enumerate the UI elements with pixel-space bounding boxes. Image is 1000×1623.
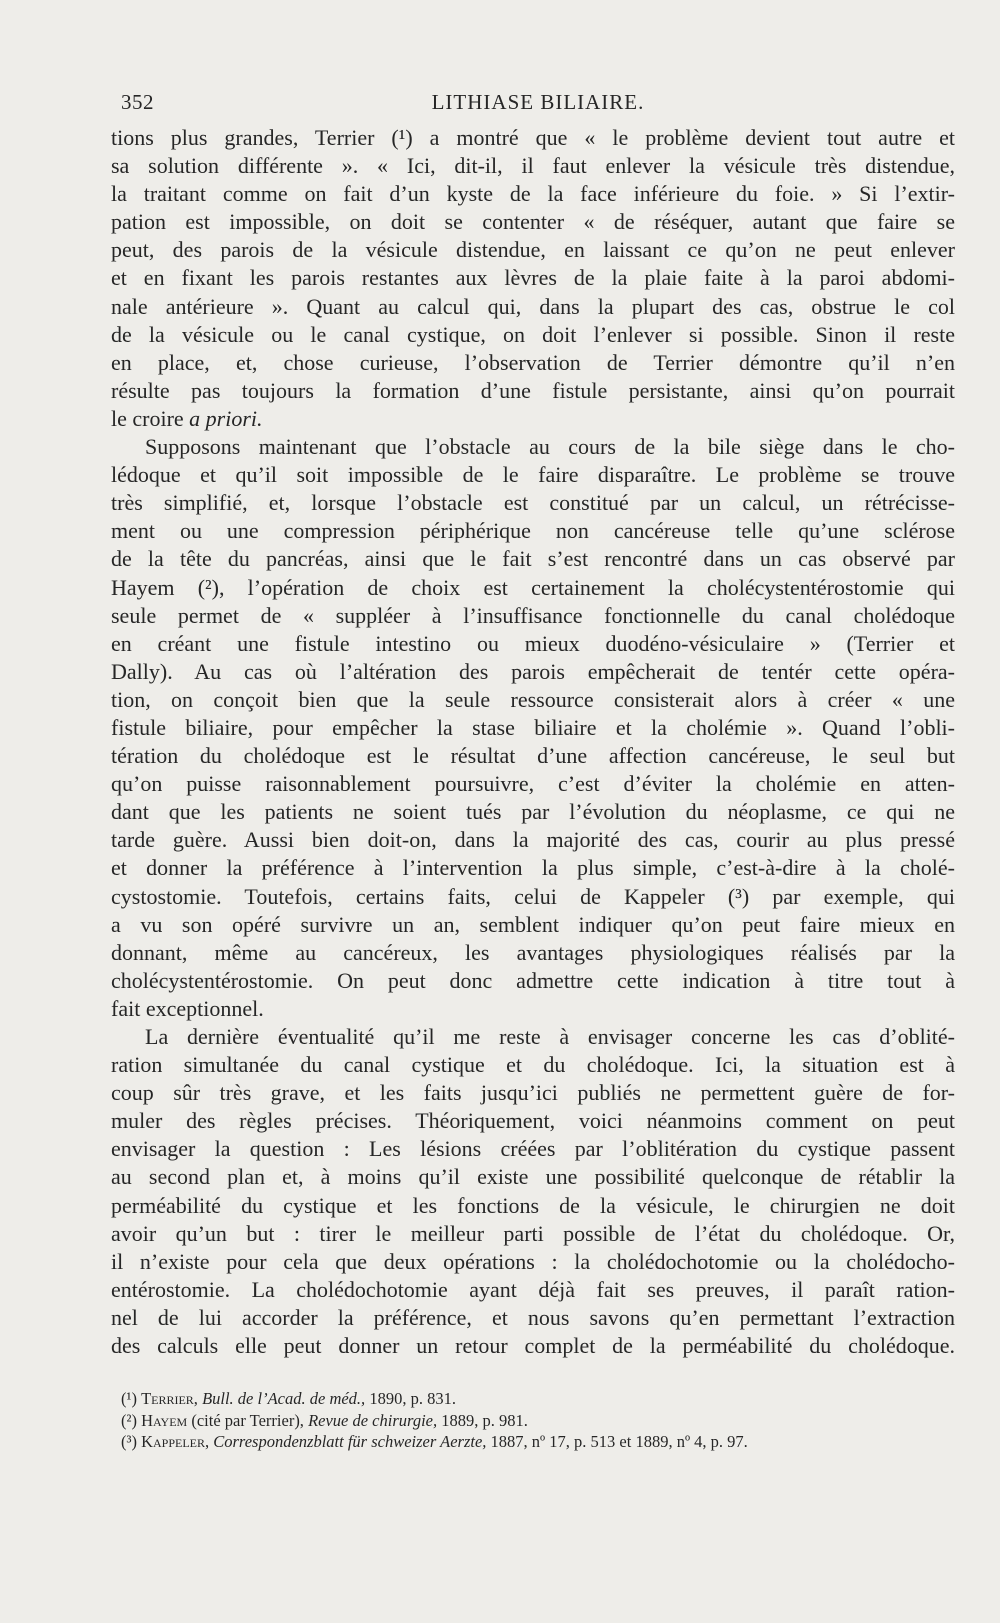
running-title: LITHIASE BILIAIRE. bbox=[431, 90, 645, 114]
text-line: seule permet de « suppléer à l’insuffisance fonctionnelle du canal cholédoque bbox=[111, 602, 955, 628]
text-line: au second plan et, à moins qu’il existe une possibilité quelconque de rétablir la bbox=[111, 1164, 955, 1190]
footnote-mark: (³) bbox=[121, 1432, 137, 1451]
text-line: très simplifié, et, lorsque l’obstacle est constitué par un calcul, un rétrécisse- bbox=[111, 490, 955, 516]
footnote-title: Correspondenzblatt für schweizer Aerzte, bbox=[213, 1432, 487, 1451]
text-line: en créant une fistule intestino ou mieux duodéno-vésiculaire » (Terrier et bbox=[111, 630, 955, 656]
text-line: en place, et, chose curieuse, l’observation de Terrier démontre qu’il n’en bbox=[111, 349, 955, 375]
footnote-author: Kappeler, bbox=[141, 1432, 210, 1451]
text-line: coup sûr très grave, et les faits jusqu’ici publiés ne permettent guère de for- bbox=[111, 1080, 955, 1106]
text-line: cholécystentérostomie. On peut donc admettre cette indication à titre tout à bbox=[111, 967, 955, 993]
text-line: peut, des parois de la vésicule distendue, en laissant ce qu’on ne peut enlever bbox=[111, 237, 955, 263]
paragraph-start-line: Supposons maintenant que l’obstacle au cours de la bile siège dans le cho- bbox=[145, 434, 955, 460]
text-line: et en fixant les parois restantes aux lèvres de la plaie faite à la paroi abdomi- bbox=[111, 265, 955, 291]
italic-phrase: a priori. bbox=[189, 405, 263, 431]
footnote-1 bbox=[121, 1388, 955, 1410]
text-line: résulte pas toujours la formation d’une fistule persistante, ainsi qu’on pourrait bbox=[111, 377, 955, 403]
page-header bbox=[121, 90, 955, 120]
text-line: cystostomie. Toutefois, certains faits, celui de Kappeler (³) par exemple, qui bbox=[111, 883, 955, 909]
text-line: donnant, même au cancéreux, les avantages physiologiques réalisés par la bbox=[111, 939, 955, 965]
text-line: sa solution différente ». « Ici, dit-il, il faut enlever la vésicule très distendue, bbox=[111, 153, 955, 179]
text-line: a vu son opéré survivre un an, semblent indiquer qu’on peut faire mieux en bbox=[111, 911, 955, 937]
text-line-with-italic bbox=[111, 405, 955, 433]
footnote-note: (cité par Terrier), bbox=[191, 1410, 304, 1430]
text-line: tions plus grandes, Terrier (¹) a montré que « le problème devient tout autre et bbox=[111, 125, 955, 150]
footnote-details: 1890, p. 831. bbox=[369, 1389, 456, 1408]
text-line: Hayem (²), l’opération de choix est certainement la cholécystentérostomie qui bbox=[111, 574, 955, 600]
footnote-author: Terrier, bbox=[141, 1389, 198, 1408]
text-line: des calculs elle peut donner un retour complet de la perméabilité du cholédoque. bbox=[111, 1333, 955, 1359]
footnote-details: 1887, nº 17, p. 513 et 1889, nº 4, p. 97. bbox=[490, 1432, 748, 1451]
text-line: pation est impossible, on doit se contenter « de réséquer, autant que faire se bbox=[111, 209, 955, 235]
text-line: qu’on puisse raisonnablement poursuivre, c’est d’éviter la cholémie en atten- bbox=[111, 771, 955, 797]
text-line: fistule biliaire, pour empêcher la stase biliaire et la cholémie ». Quand l’obli- bbox=[111, 714, 955, 740]
text-line: lédoque et qu’il soit impossible de le faire disparaître. Le problème se trouve bbox=[111, 462, 955, 488]
footnote-author: Hayem bbox=[141, 1410, 188, 1430]
text-line: il n’existe pour cela que deux opérations : la cholédochotomie ou la cholédocho- bbox=[111, 1248, 955, 1274]
text-line: et donner la préférence à l’intervention la plus simple, c’est-à-dire à la cholé- bbox=[111, 855, 955, 881]
footnote-title: Revue de chirurgie, bbox=[308, 1410, 438, 1430]
footnote-2 bbox=[121, 1410, 955, 1432]
text-line: tération du cholédoque est le résultat d’une affection cancéreuse, le seul but bbox=[111, 743, 955, 769]
footnote-mark: (²) bbox=[121, 1410, 137, 1430]
text-line: muler des règles précises. Théoriquement, voici néanmoins comment on peut bbox=[111, 1108, 955, 1134]
text-line: nale antérieure ». Quant au calcul qui, dans la plupart des cas, obstrue le col bbox=[111, 293, 955, 319]
page-number: 352 bbox=[121, 90, 154, 114]
footnotes bbox=[121, 1388, 955, 1453]
footnote-title: Bull. de l’Acad. de méd., bbox=[202, 1389, 366, 1408]
text-line: la traitant comme on fait d’un kyste de la face inférieure du foie. » Si l’extir- bbox=[111, 181, 955, 207]
text-line: Dally). Au cas où l’altération des parois empêcherait de tentér cette opéra- bbox=[111, 658, 955, 684]
text-line: de la vésicule ou le canal cystique, on doit l’enlever si possible. Sinon il reste bbox=[111, 321, 955, 347]
text-line: tion, on conçoit bien que la seule ressource consisterait alors à créer « une bbox=[111, 686, 955, 712]
footnote-mark: (¹) bbox=[121, 1389, 137, 1408]
text-line: tarde guère. Aussi bien doit-on, dans la majorité des cas, courir au plus pressé bbox=[111, 827, 955, 853]
text-line: fait exceptionnel. bbox=[111, 995, 264, 1021]
text-line: ration simultanée du canal cystique et du cholédoque. Ici, la situation est à bbox=[111, 1052, 955, 1078]
text-line: entérostomie. La cholédochotomie ayant déjà fait ses preuves, il paraît ration- bbox=[111, 1276, 955, 1302]
text-line: nel de lui accorder la préférence, et nous savons qu’en permettant l’extraction bbox=[111, 1304, 955, 1330]
text-line: avoir qu’un but : tirer le meilleur parti possible de l’état du cholédoque. Or, bbox=[111, 1220, 955, 1246]
text-line: perméabilité du cystique et les fonctions de la vésicule, le chirurgien ne doit bbox=[111, 1192, 955, 1218]
text-line: envisager la question : Les lésions créées par l’oblitération du cystique passent bbox=[111, 1136, 955, 1162]
text-line: le croire bbox=[111, 405, 184, 431]
paragraph-start-line: La dernière éventualité qu’il me reste à envisager concerne les cas d’oblité- bbox=[145, 1024, 955, 1049]
text-line: ment ou une compression périphérique non cancéreuse telle qu’une sclérose bbox=[111, 518, 955, 544]
footnote-details: 1889, p. 981. bbox=[441, 1410, 528, 1430]
text-line: dant que les patients ne soient tués par l’évolution du néoplasme, ce qui ne bbox=[111, 799, 955, 825]
body-text bbox=[111, 124, 955, 1360]
footnote-3 bbox=[121, 1431, 955, 1453]
text-line: de la tête du pancréas, ainsi que le fait s’est rencontré dans un cas observé par bbox=[111, 546, 955, 572]
